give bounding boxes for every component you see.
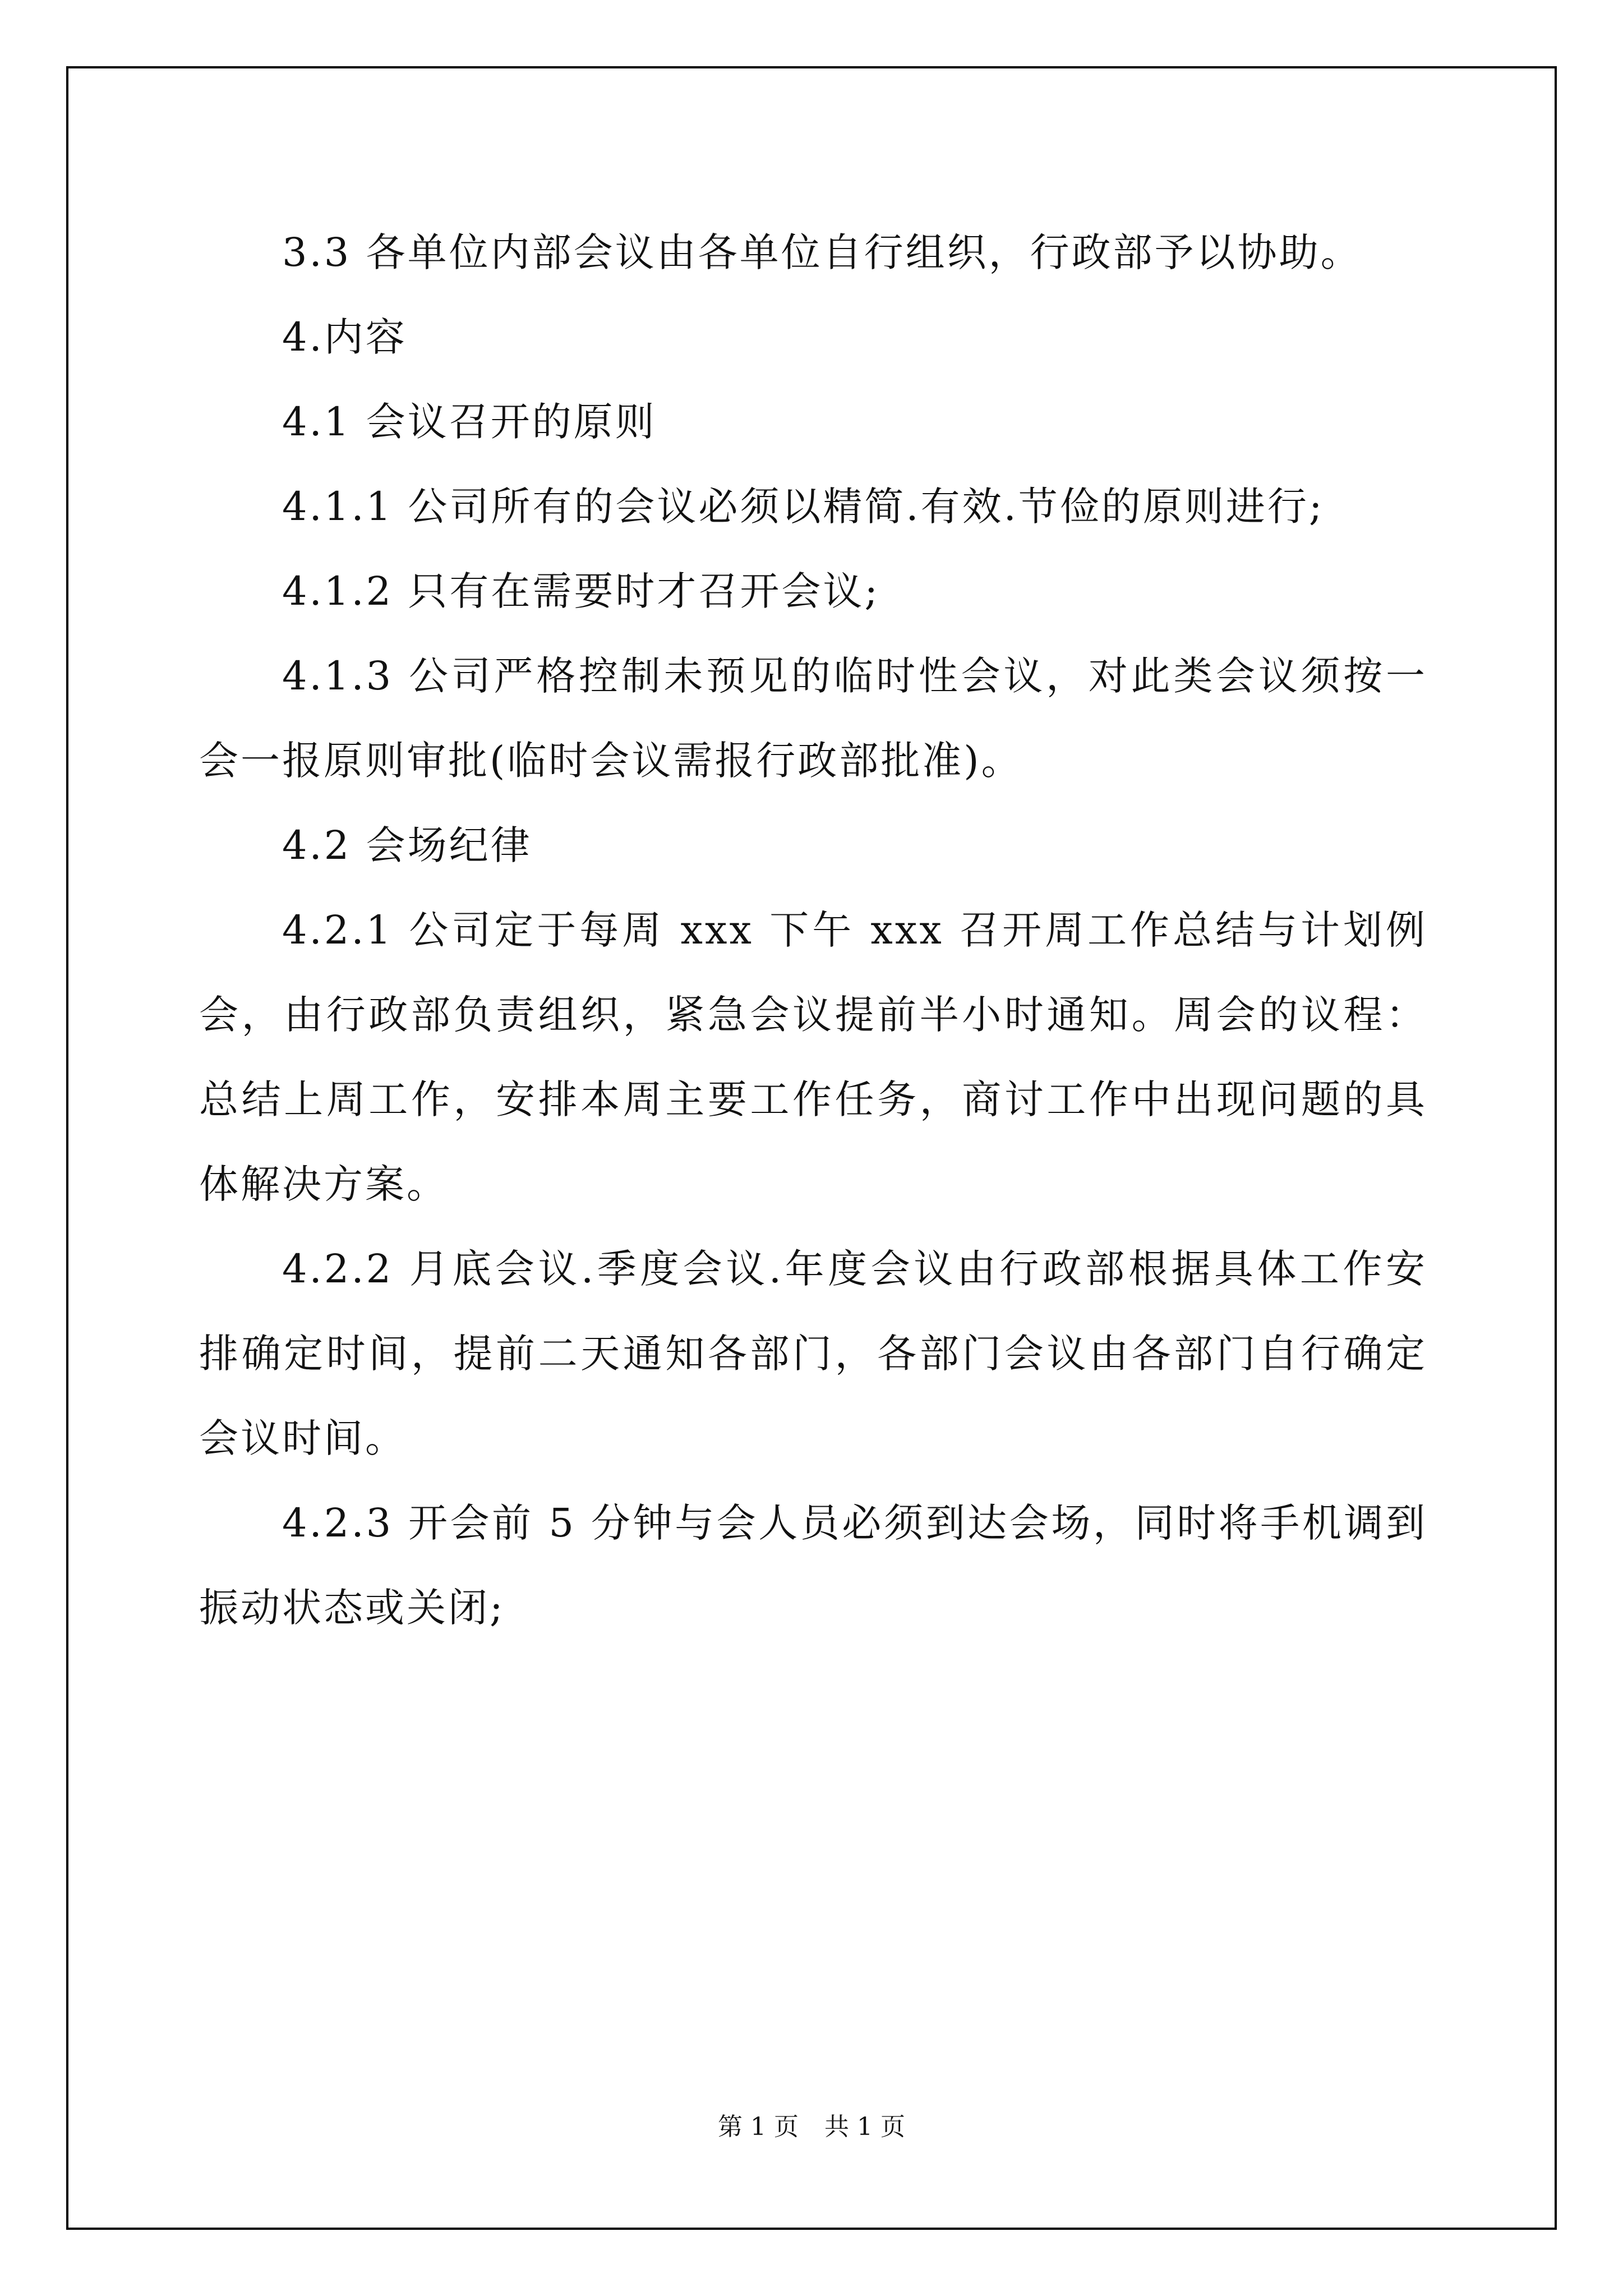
paragraph-3-3: 3.3 各单位内部会议由各单位自行组织，行政部予以协助。 bbox=[282, 229, 1362, 275]
paragraph-4-1-1: 4.1.1 公司所有的会议必须以精简.有效.节俭的原则进行; bbox=[282, 484, 1325, 530]
paragraph-4-2-3: 4.2.3 开会前 5 分钟与会人员必须到达会场，同时将手机调到振动状态或关闭; bbox=[199, 1500, 1427, 1631]
page-number: 第 1 页 bbox=[718, 2113, 799, 2141]
paragraph-4-2-1: 4.2.1 公司定于每周 xxx 下午 xxx 召开周工作总结与计划例会，由行政部负责组织，紧急会议提前半小时通知。周会的议程：总结上周工作，安排本周主要工作任务，商讨工作中出现问题的具体解决方案。 bbox=[199, 907, 1427, 1207]
paragraph-4-1-2: 4.1.2 只有在需要时才召开会议; bbox=[282, 568, 880, 614]
page-footer bbox=[0, 2106, 1623, 2142]
paragraph-4-2-2: 4.2.2 月底会议.季度会议.年度会议由行政部根据具体工作安排确定时间，提前二天通知各部门，各部门会议由各部门自行确定会议时间。 bbox=[199, 1246, 1427, 1461]
paragraph-4-1-3: 4.1.3 公司严格控制未预见的临时性会议，对此类会议须按一会一报原则审批(临时会议需报行政部批准)。 bbox=[199, 653, 1427, 784]
page-total: 共 1 页 bbox=[824, 2113, 905, 2141]
document-body bbox=[199, 210, 1427, 1650]
heading-4-1: 4.1 会议召开的原则 bbox=[282, 399, 657, 445]
heading-4: 4.内容 bbox=[282, 314, 407, 360]
heading-4-2: 4.2 会场纪律 bbox=[282, 822, 532, 868]
